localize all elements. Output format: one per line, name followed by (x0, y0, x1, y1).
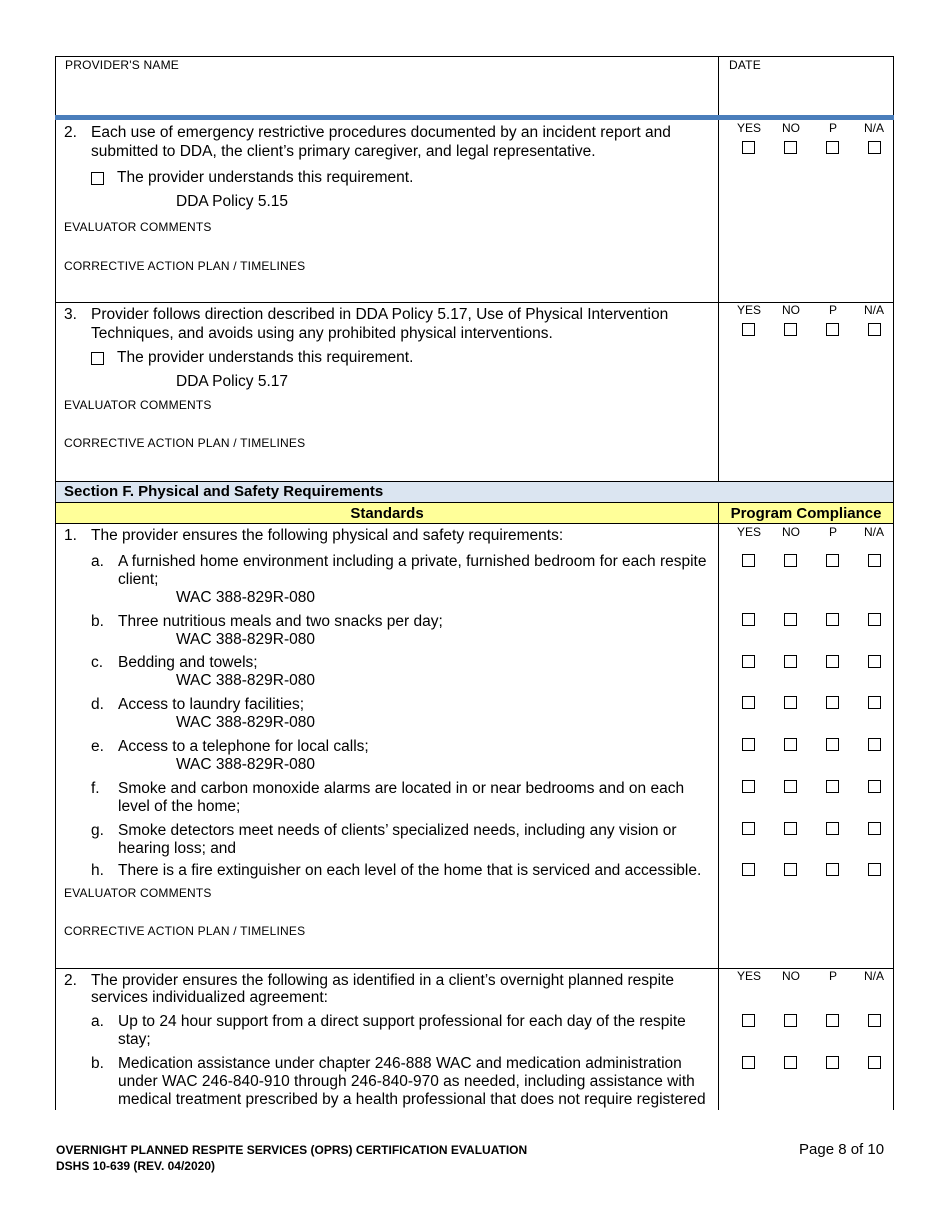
f1-item-letter: h. (91, 862, 104, 879)
item-3-text-line1: Provider follows direction described in DDA Policy 5.17, Use of Physical Intervention (91, 306, 669, 323)
program-compliance-header: Program Compliance (730, 505, 882, 522)
f1-e-p-checkbox[interactable] (826, 738, 839, 751)
item-3-yes-header: YES (737, 303, 762, 317)
f1-item-text-line1: Access to a telephone for local calls; (118, 738, 369, 755)
f1-item-letter: a. (91, 553, 104, 570)
f1-na-header: N/A (864, 525, 885, 539)
item-2-evaluator-comments[interactable]: EVALUATOR COMMENTS (64, 220, 212, 234)
item-3-understand-label: The provider understands this requirement. (117, 349, 414, 366)
f1-c-na-checkbox[interactable] (868, 655, 881, 668)
f1-yes-header: YES (737, 525, 762, 539)
f1-h-no-checkbox[interactable] (784, 863, 797, 876)
f1-f-p-checkbox[interactable] (826, 780, 839, 793)
f1-item-wac: WAC 388-829R-080 (176, 756, 315, 773)
header-divider (55, 115, 894, 120)
f1-item-letter: c. (91, 654, 104, 671)
footer-form-title: OVERNIGHT PLANNED RESPITE SERVICES (OPRS) CERTIFICATION EVALUATION (56, 1143, 528, 1157)
f1-item-letter: b. (91, 613, 104, 630)
item-2-corrective-action[interactable]: CORRECTIVE ACTION PLAN / TIMELINES (64, 259, 306, 273)
item-2-text-line1: Each use of emergency restrictive procedures documented by an incident report and (91, 124, 671, 141)
item-2-na-header: N/A (864, 121, 885, 135)
f1-f-na-checkbox[interactable] (868, 780, 881, 793)
f1-d-yes-checkbox[interactable] (742, 696, 755, 709)
item-3-p-header: P (829, 303, 838, 317)
f1-item-letter: d. (91, 696, 104, 713)
f1-item-letter: e. (91, 738, 104, 755)
item-3-understand-checkbox[interactable] (91, 352, 104, 365)
f1-evaluator-comments[interactable]: EVALUATOR COMMENTS (64, 886, 212, 900)
f1-no-header: NO (782, 525, 800, 539)
row-divider (55, 968, 894, 969)
f1-f-yes-checkbox[interactable] (742, 780, 755, 793)
f1-item-text-line1: Smoke and carbon monoxide alarms are located in or near bedrooms and on each (118, 780, 685, 797)
date-label: DATE (729, 58, 761, 72)
f1-item-wac: WAC 388-829R-080 (176, 589, 315, 606)
item-3-p-checkbox[interactable] (826, 323, 839, 336)
f2-item-b-letter: b. (91, 1055, 104, 1072)
f2-na-header: N/A (864, 969, 885, 983)
f2-item-b-line1: Medication assistance under chapter 246-888 WAC and medication administration (118, 1055, 682, 1072)
f2-b-yes-checkbox[interactable] (742, 1056, 755, 1069)
f1-b-no-checkbox[interactable] (784, 613, 797, 626)
f1-item-text-line1: Bedding and towels; (118, 654, 258, 671)
item-3-text-line2: Techniques, and avoids using any prohibited physical interventions. (91, 325, 553, 342)
f1-item-text-line2: client; (118, 571, 159, 588)
section-f-title: Section F. Physical and Safety Requirements (64, 483, 384, 500)
item-3-yes-checkbox[interactable] (742, 323, 755, 336)
f1-e-na-checkbox[interactable] (868, 738, 881, 751)
standards-header: Standards (350, 505, 424, 522)
f2-item-b-line2: under WAC 246-840-910 through 246-840-970 as needed, including assistance with (118, 1073, 695, 1090)
f1-item-text-line1: A furnished home environment including a private, furnished bedroom for each respite (118, 553, 707, 570)
item-3-number: 3. (64, 306, 77, 323)
f1-item-wac: WAC 388-829R-080 (176, 672, 315, 689)
f1-b-na-checkbox[interactable] (868, 613, 881, 626)
item-2-number: 2. (64, 124, 77, 141)
f1-number: 1. (64, 527, 77, 544)
f2-yes-header: YES (737, 969, 762, 983)
f2-a-na-checkbox[interactable] (868, 1014, 881, 1027)
f1-a-yes-checkbox[interactable] (742, 554, 755, 567)
row-divider (55, 523, 894, 524)
f1-item-letter: f. (91, 780, 100, 797)
f1-c-p-checkbox[interactable] (826, 655, 839, 668)
f2-item-a-line2: stay; (118, 1031, 151, 1048)
f1-corrective-action[interactable]: CORRECTIVE ACTION PLAN / TIMELINES (64, 924, 306, 938)
f2-intro-line2: services individualized agreement: (91, 989, 328, 1006)
f2-b-no-checkbox[interactable] (784, 1056, 797, 1069)
f1-e-yes-checkbox[interactable] (742, 738, 755, 751)
f1-f-no-checkbox[interactable] (784, 780, 797, 793)
item-2-policy: DDA Policy 5.15 (176, 193, 288, 210)
item-2-p-checkbox[interactable] (826, 141, 839, 154)
f1-d-no-checkbox[interactable] (784, 696, 797, 709)
item-3-no-checkbox[interactable] (784, 323, 797, 336)
f2-a-yes-checkbox[interactable] (742, 1014, 755, 1027)
item-3-policy: DDA Policy 5.17 (176, 373, 288, 390)
f2-b-p-checkbox[interactable] (826, 1056, 839, 1069)
f2-a-no-checkbox[interactable] (784, 1014, 797, 1027)
item-3-corrective-action[interactable]: CORRECTIVE ACTION PLAN / TIMELINES (64, 436, 306, 450)
f2-item-a-letter: a. (91, 1013, 104, 1030)
f1-item-text-line2: level of the home; (118, 798, 241, 815)
item-2-p-header: P (829, 121, 838, 135)
item-2-no-checkbox[interactable] (784, 141, 797, 154)
table-left-border (55, 120, 56, 1110)
item-2-na-checkbox[interactable] (868, 141, 881, 154)
f1-c-no-checkbox[interactable] (784, 655, 797, 668)
f1-c-yes-checkbox[interactable] (742, 655, 755, 668)
f1-item-text-line1: There is a fire extinguisher on each level of the home that is serviced and accessible. (118, 862, 702, 879)
item-2-yes-header: YES (737, 121, 762, 135)
f2-item-b-line3: medical treatment prescribed by a health professional that does not require registered (118, 1091, 706, 1108)
item-2-text-line2: submitted to DDA, the client’s primary caregiver, and legal representative. (91, 143, 596, 160)
provider-name-label: PROVIDER'S NAME (65, 58, 179, 72)
f2-b-na-checkbox[interactable] (868, 1056, 881, 1069)
f2-number: 2. (64, 972, 77, 989)
f1-item-wac: WAC 388-829R-080 (176, 714, 315, 731)
item-3-na-header: N/A (864, 303, 885, 317)
f1-a-na-checkbox[interactable] (868, 554, 881, 567)
f2-no-header: NO (782, 969, 800, 983)
item-3-na-checkbox[interactable] (868, 323, 881, 336)
f2-a-p-checkbox[interactable] (826, 1014, 839, 1027)
f1-d-p-checkbox[interactable] (826, 696, 839, 709)
f1-g-p-checkbox[interactable] (826, 822, 839, 835)
f1-d-na-checkbox[interactable] (868, 696, 881, 709)
table-right-border (893, 120, 894, 1110)
item-2-understand-label: The provider understands this requirement. (117, 169, 414, 186)
f1-item-text-line2: hearing loss; and (118, 840, 237, 857)
f1-g-yes-checkbox[interactable] (742, 822, 755, 835)
item-3-evaluator-comments[interactable]: EVALUATOR COMMENTS (64, 398, 212, 412)
f2-p-header: P (829, 969, 838, 983)
f1-item-letter: g. (91, 822, 104, 839)
f1-g-no-checkbox[interactable] (784, 822, 797, 835)
f1-h-na-checkbox[interactable] (868, 863, 881, 876)
column-divider (718, 502, 719, 1110)
item-3-no-header: NO (782, 303, 800, 317)
f2-intro-line1: The provider ensures the following as identified in a client’s overnight planned respite (91, 972, 675, 989)
f1-a-no-checkbox[interactable] (784, 554, 797, 567)
f2-item-a-line1: Up to 24 hour support from a direct support professional for each day of the respite (118, 1013, 686, 1030)
f1-e-no-checkbox[interactable] (784, 738, 797, 751)
f1-g-na-checkbox[interactable] (868, 822, 881, 835)
f1-item-text-line1: Access to laundry facilities; (118, 696, 305, 713)
f1-item-wac: WAC 388-829R-080 (176, 631, 315, 648)
item-2-understand-checkbox[interactable] (91, 172, 104, 185)
f1-b-yes-checkbox[interactable] (742, 613, 755, 626)
page-number: Page 8 of 10 (799, 1141, 885, 1158)
f1-p-header: P (829, 525, 838, 539)
item-2-yes-checkbox[interactable] (742, 141, 755, 154)
row-divider (55, 302, 894, 303)
f1-a-p-checkbox[interactable] (826, 554, 839, 567)
f1-intro: The provider ensures the following physical and safety requirements: (91, 527, 564, 544)
f1-item-text-line1: Smoke detectors meet needs of clients’ specialized needs, including any vision or (118, 822, 677, 839)
column-divider (718, 120, 719, 482)
item-2-no-header: NO (782, 121, 800, 135)
f1-h-yes-checkbox[interactable] (742, 863, 755, 876)
f1-h-p-checkbox[interactable] (826, 863, 839, 876)
footer-form-number: DSHS 10-639 (REV. 04/2020) (56, 1159, 215, 1173)
f1-item-text-line1: Three nutritious meals and two snacks per day; (118, 613, 443, 630)
f1-b-p-checkbox[interactable] (826, 613, 839, 626)
